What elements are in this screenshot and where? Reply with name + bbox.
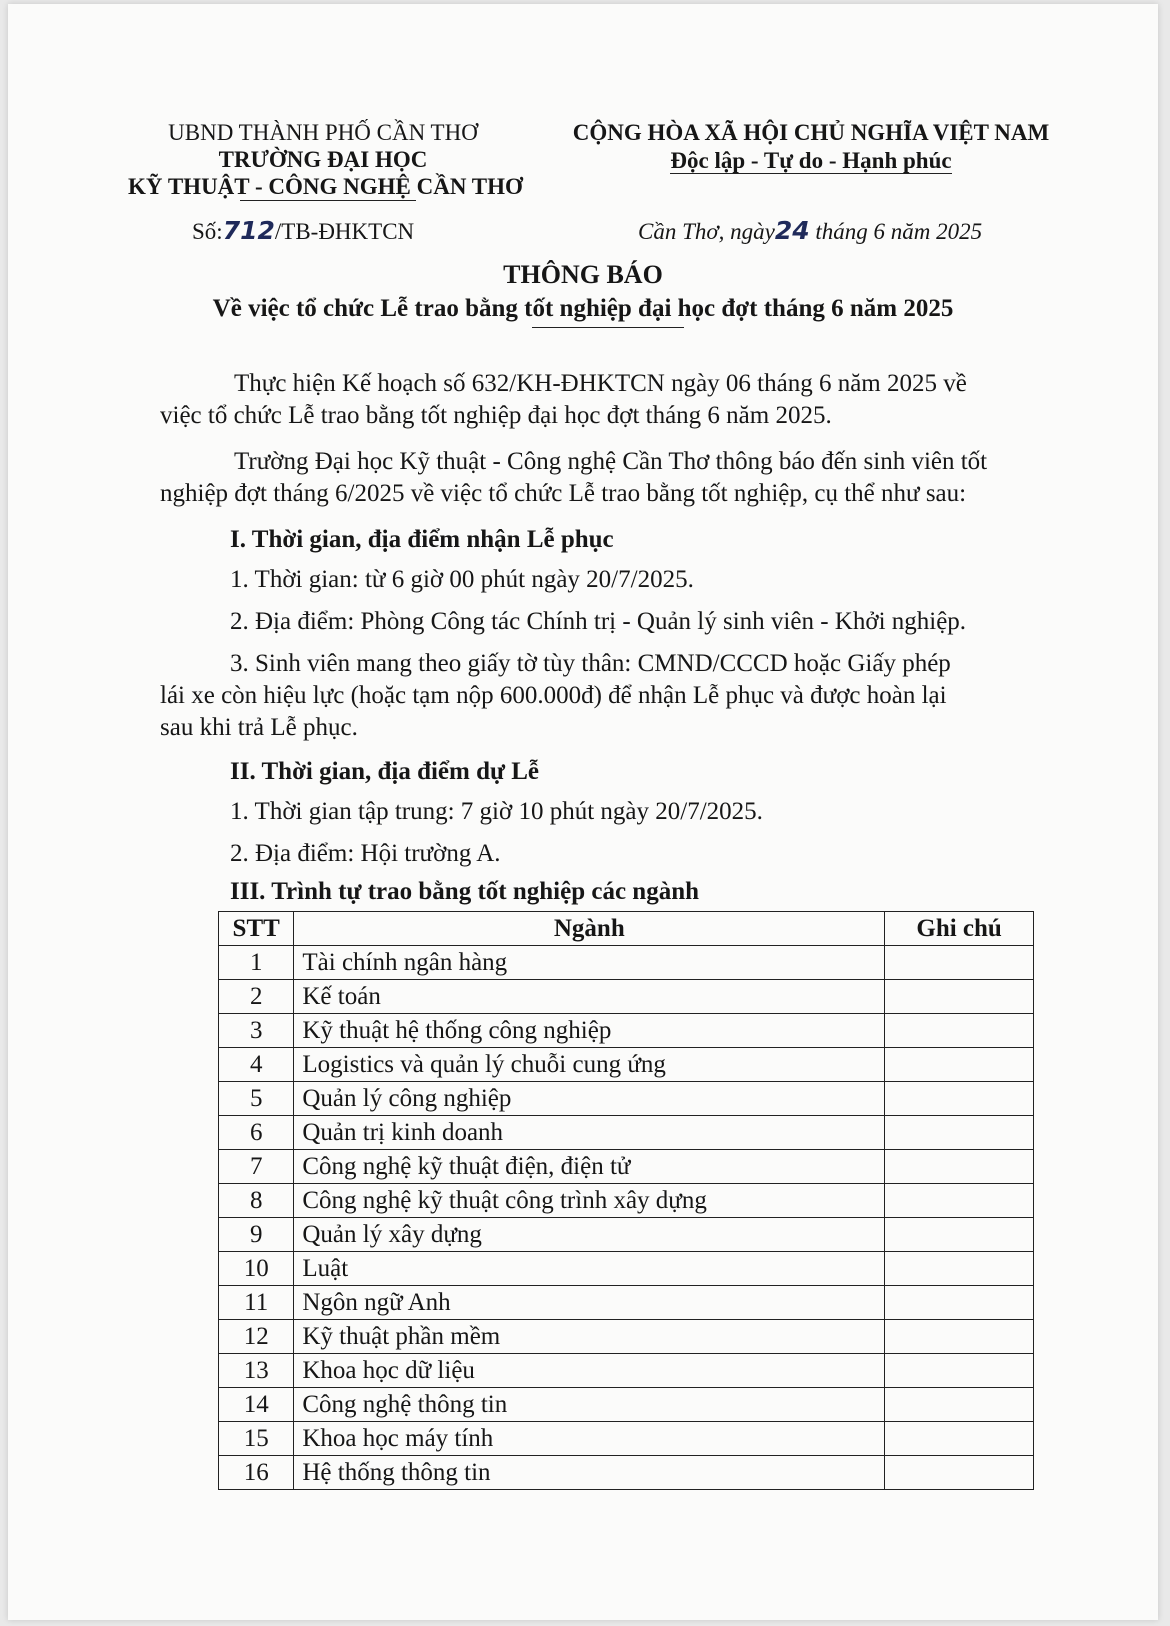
table-row xyxy=(219,1082,1034,1116)
national-motto-text: Độc lập - Tự do - Hạnh phúc xyxy=(670,148,952,173)
table-row xyxy=(219,1388,1034,1422)
row-stt: 4 xyxy=(219,1048,294,1082)
section-2-heading: II. Thời gian, địa điểm dự Lễ xyxy=(230,758,540,785)
table-row xyxy=(219,1048,1034,1082)
row-major: Công nghệ kỹ thuật điện, điện tử xyxy=(294,1150,885,1184)
section-1-item-1: 1. Thời gian: từ 6 giờ 00 phút ngày 20/7/2025. xyxy=(230,566,694,593)
row-note xyxy=(885,1184,1034,1218)
row-major: Quản lý xây dựng xyxy=(294,1218,885,1252)
row-major: Khoa học dữ liệu xyxy=(294,1354,885,1388)
row-major: Khoa học máy tính xyxy=(294,1422,885,1456)
paragraph-2-line-2: nghiệp đợt tháng 6/2025 về việc tổ chức Lễ trao bằng tốt nghiệp, cụ thể như sau: xyxy=(160,480,967,507)
row-stt: 12 xyxy=(219,1320,294,1354)
table-row xyxy=(219,1422,1034,1456)
national-motto xyxy=(556,148,1066,174)
row-major: Luật xyxy=(294,1252,885,1286)
section-3-heading: III. Trình tự trao bằng tốt nghiệp các ngành xyxy=(230,878,700,905)
document-number-suffix: /TB-ĐHKTCN xyxy=(274,219,415,244)
document-number xyxy=(192,218,414,245)
row-stt: 7 xyxy=(219,1150,294,1184)
row-note xyxy=(885,1014,1034,1048)
table-row xyxy=(219,1218,1034,1252)
issue-date-suffix: tháng 6 năm 2025 xyxy=(815,219,983,244)
row-note xyxy=(885,1048,1034,1082)
section-1-item-3-line-2: lái xe còn hiệu lực (hoặc tạm nộp 600.000đ) để nhận Lễ phục và được hoàn lại xyxy=(160,682,947,709)
agency-name: UBND THÀNH PHỐ CẦN THƠ xyxy=(168,120,478,145)
document-page xyxy=(8,4,1158,1620)
notice-subtitle: Về việc tổ chức Lễ trao bằng tốt nghiệp đại học đợt tháng 6 năm 2025 xyxy=(212,295,954,322)
row-major: Kỹ thuật phần mềm xyxy=(294,1320,885,1354)
row-note xyxy=(885,1320,1034,1354)
row-stt: 2 xyxy=(219,980,294,1014)
document-number-handwritten: 712 xyxy=(222,216,275,245)
row-stt: 11 xyxy=(219,1286,294,1320)
row-major: Công nghệ kỹ thuật công trình xây dựng xyxy=(294,1184,885,1218)
row-stt: 10 xyxy=(219,1252,294,1286)
row-note xyxy=(885,1286,1034,1320)
row-major: Tài chính ngân hàng xyxy=(294,946,885,980)
row-major: Công nghệ thông tin xyxy=(294,1388,885,1422)
row-major: Quản trị kinh doanh xyxy=(294,1116,885,1150)
row-major: Kỹ thuật hệ thống công nghiệp xyxy=(294,1014,885,1048)
row-stt: 3 xyxy=(219,1014,294,1048)
row-stt: 8 xyxy=(219,1184,294,1218)
header-left-underline xyxy=(240,200,416,201)
paragraph-1-line-1: Thực hiện Kế hoạch số 632/KH-ĐHKTCN ngày 06 tháng 6 năm 2025 về xyxy=(234,370,967,397)
row-note xyxy=(885,1150,1034,1184)
document-number-prefix: Số: xyxy=(192,219,223,244)
table-row xyxy=(219,1354,1034,1388)
row-major: Ngôn ngữ Anh xyxy=(294,1286,885,1320)
row-note xyxy=(885,980,1034,1014)
row-stt: 5 xyxy=(219,1082,294,1116)
table-row xyxy=(219,1252,1034,1286)
issue-date-day-handwritten: 24 xyxy=(774,216,810,245)
row-major: Logistics và quản lý chuỗi cung ứng xyxy=(294,1048,885,1082)
row-major: Hệ thống thông tin xyxy=(294,1456,885,1490)
section-1-item-3-line-3: sau khi trả Lễ phục. xyxy=(160,714,358,741)
school-name-line2: KỸ THUẬT - CÔNG NGHỆ CẦN THƠ xyxy=(128,174,523,199)
table-row xyxy=(219,1150,1034,1184)
section-2-item-2: 2. Địa điểm: Hội trường A. xyxy=(230,840,501,867)
section-1-item-3-line-1: 3. Sinh viên mang theo giấy tờ tùy thân: CMND/CCCD hoặc Giấy phép xyxy=(230,650,951,677)
table-row xyxy=(219,1184,1034,1218)
table-row xyxy=(219,1456,1034,1490)
issue-date-prefix: Cần Thơ, ngày xyxy=(638,219,775,244)
row-stt: 15 xyxy=(219,1422,294,1456)
row-note xyxy=(885,1082,1034,1116)
row-stt: 1 xyxy=(219,946,294,980)
row-stt: 14 xyxy=(219,1388,294,1422)
row-major: Kế toán xyxy=(294,980,885,1014)
row-major: Quản lý công nghiệp xyxy=(294,1082,885,1116)
row-note xyxy=(885,1456,1034,1490)
header-stt: STT xyxy=(219,912,294,946)
table-header-row xyxy=(219,912,1034,946)
row-note xyxy=(885,1116,1034,1150)
issue-date xyxy=(638,218,982,245)
row-note xyxy=(885,1354,1034,1388)
row-note xyxy=(885,1252,1034,1286)
row-note xyxy=(885,1388,1034,1422)
row-stt: 13 xyxy=(219,1354,294,1388)
national-title: CỘNG HÒA XÃ HỘI CHỦ NGHĨA VIỆT NAM xyxy=(572,120,1050,145)
paragraph-1-line-2: việc tổ chức Lễ trao bằng tốt nghiệp đại học đợt tháng 6 năm 2025. xyxy=(160,402,832,429)
section-1-item-2: 2. Địa điểm: Phòng Công tác Chính trị - Quản lý sinh viên - Khởi nghiệp. xyxy=(230,608,967,635)
table-row xyxy=(219,1116,1034,1150)
row-stt: 9 xyxy=(219,1218,294,1252)
paragraph-2-line-1: Trường Đại học Kỹ thuật - Công nghệ Cần Thơ thông báo đến sinh viên tốt xyxy=(234,448,988,475)
majors-table xyxy=(218,911,1034,1490)
table-row xyxy=(219,1320,1034,1354)
header-note: Ghi chú xyxy=(885,912,1034,946)
table-row xyxy=(219,946,1034,980)
table-row xyxy=(219,1286,1034,1320)
section-1-heading: I. Thời gian, địa điểm nhận Lễ phục xyxy=(230,526,614,553)
table-row xyxy=(219,1014,1034,1048)
row-stt: 6 xyxy=(219,1116,294,1150)
row-stt: 16 xyxy=(219,1456,294,1490)
subtitle-underline xyxy=(532,327,684,328)
row-note xyxy=(885,946,1034,980)
table-body xyxy=(219,946,1034,1490)
table-row xyxy=(219,980,1034,1014)
row-note xyxy=(885,1218,1034,1252)
header-major: Ngành xyxy=(294,912,885,946)
school-name-line1: TRƯỜNG ĐẠI HỌC xyxy=(218,147,428,172)
notice-title: THÔNG BÁO xyxy=(503,260,663,289)
row-note xyxy=(885,1422,1034,1456)
section-2-item-1: 1. Thời gian tập trung: 7 giờ 10 phút ngày 20/7/2025. xyxy=(230,798,763,825)
